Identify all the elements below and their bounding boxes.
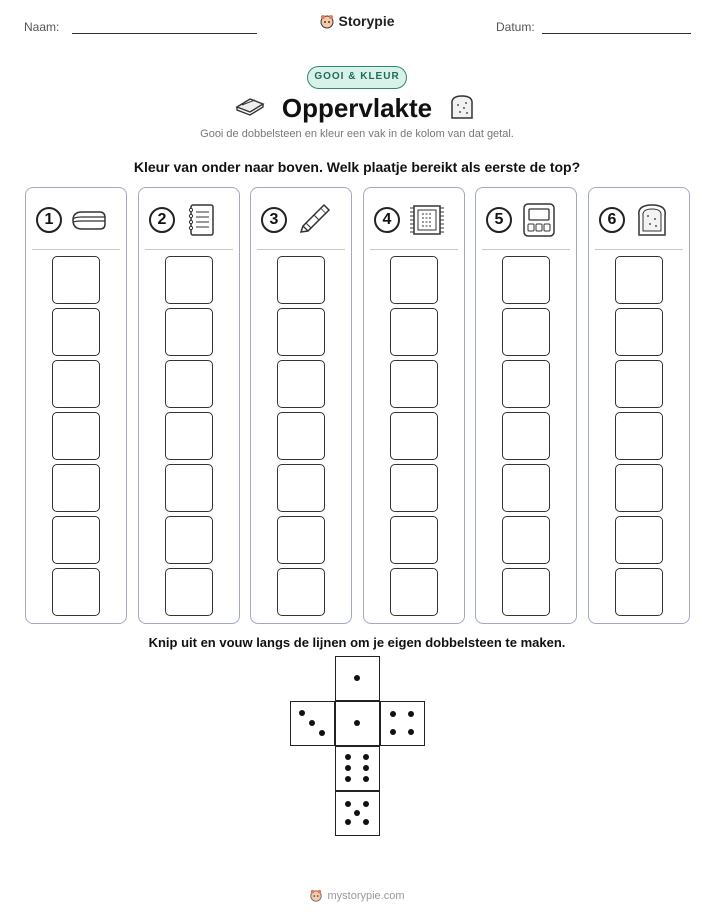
die-pip: [390, 729, 396, 735]
color-box[interactable]: [502, 360, 550, 408]
color-box[interactable]: [277, 516, 325, 564]
color-box[interactable]: [277, 256, 325, 304]
instruction: Kleur van onder naar boven. Welk plaatje bereikt als eerste de top?: [133, 159, 581, 175]
die-pip: [354, 720, 360, 726]
column-number: 2: [149, 207, 175, 233]
die-pip: [354, 675, 360, 681]
name-line: [72, 33, 257, 34]
color-box[interactable]: [390, 568, 438, 616]
die-face-right: [380, 701, 425, 746]
column-3: [250, 187, 352, 624]
die-face-bottom: [335, 746, 380, 791]
die-pip: [299, 710, 305, 716]
color-box[interactable]: [502, 516, 550, 564]
column-number: 4: [374, 207, 400, 233]
color-box[interactable]: [390, 360, 438, 408]
column-divider: [595, 249, 683, 250]
die-pip: [363, 765, 369, 771]
storypie-mascot-icon: [319, 14, 335, 30]
date-line: [542, 33, 691, 34]
color-box[interactable]: [52, 412, 100, 460]
die-pip: [345, 819, 351, 825]
die-pip: [363, 776, 369, 782]
column-divider: [145, 249, 233, 250]
color-box[interactable]: [165, 568, 213, 616]
die-pip: [408, 729, 414, 735]
column-divider: [482, 249, 570, 250]
color-box[interactable]: [277, 412, 325, 460]
color-box[interactable]: [615, 516, 663, 564]
die-face-left: [290, 701, 335, 746]
die-pip: [309, 720, 315, 726]
column-2: [138, 187, 240, 624]
color-box[interactable]: [502, 464, 550, 512]
color-box[interactable]: [390, 464, 438, 512]
notebook-icon: [183, 202, 221, 238]
page-title: Oppervlakte: [281, 93, 433, 123]
column-divider: [257, 249, 345, 250]
column-number: 1: [36, 207, 62, 233]
die-pip: [363, 754, 369, 760]
color-box[interactable]: [390, 516, 438, 564]
column-number: 6: [599, 207, 625, 233]
color-box[interactable]: [502, 412, 550, 460]
color-box[interactable]: [165, 412, 213, 460]
folded-towel-icon: [70, 202, 108, 238]
footer-site: mystorypie.com: [327, 889, 405, 902]
color-box[interactable]: [277, 464, 325, 512]
die-pip: [363, 801, 369, 807]
die-face-top: [335, 656, 380, 701]
die-face-back: [335, 791, 380, 836]
color-box[interactable]: [502, 256, 550, 304]
color-box[interactable]: [165, 256, 213, 304]
column-4: [363, 187, 465, 624]
color-box[interactable]: [502, 568, 550, 616]
activity-badge: GOOI & KLEUR: [307, 66, 407, 89]
die-pip: [345, 776, 351, 782]
color-box[interactable]: [615, 256, 663, 304]
rug-icon: [408, 202, 446, 238]
date-label: Datum:: [496, 20, 535, 34]
color-box[interactable]: [277, 308, 325, 356]
color-box[interactable]: [165, 464, 213, 512]
color-box[interactable]: [615, 308, 663, 356]
color-box[interactable]: [615, 412, 663, 460]
footer: [0, 889, 714, 903]
color-box[interactable]: [390, 412, 438, 460]
die-pip: [319, 730, 325, 736]
color-box[interactable]: [615, 464, 663, 512]
color-box[interactable]: [52, 308, 100, 356]
column-6: [588, 187, 690, 624]
color-box[interactable]: [615, 360, 663, 408]
color-box[interactable]: [390, 256, 438, 304]
color-box[interactable]: [52, 256, 100, 304]
color-box[interactable]: [390, 308, 438, 356]
die-pip: [390, 711, 396, 717]
color-box[interactable]: [502, 308, 550, 356]
die-pip: [345, 801, 351, 807]
color-box[interactable]: [165, 308, 213, 356]
name-label: Naam:: [24, 20, 60, 34]
color-box[interactable]: [52, 568, 100, 616]
toast-icon: [448, 93, 476, 121]
color-box[interactable]: [52, 516, 100, 564]
die-face-center: [335, 701, 380, 746]
color-box[interactable]: [277, 568, 325, 616]
column-divider: [32, 249, 120, 250]
die-pip: [345, 765, 351, 771]
storypie-mascot-icon: [309, 889, 323, 903]
die-pip: [363, 819, 369, 825]
die-pip: [345, 754, 351, 760]
color-box[interactable]: [277, 360, 325, 408]
cutout-instruction: Knip uit en vouw langs de lijnen om je eigen dobbelsteen te maken.: [148, 635, 566, 650]
subtitle: Gooi de dobbelsteen en kleur een vak in de kolom van dat getal.: [200, 128, 514, 140]
color-box[interactable]: [165, 360, 213, 408]
die-pip: [408, 711, 414, 717]
crayon-icon: [295, 202, 333, 238]
column-number: 5: [486, 207, 512, 233]
color-box[interactable]: [52, 464, 100, 512]
calculator-icon: [520, 202, 558, 238]
color-box[interactable]: [52, 360, 100, 408]
die-pip: [354, 810, 360, 816]
color-box[interactable]: [615, 568, 663, 616]
toast-icon: [633, 202, 671, 238]
column-5: [475, 187, 577, 624]
brand-name: Storypie: [338, 13, 395, 29]
column-number: 3: [261, 207, 287, 233]
column-divider: [370, 249, 458, 250]
brand-logo: [0, 13, 714, 30]
color-box[interactable]: [165, 516, 213, 564]
column-1: [25, 187, 127, 624]
